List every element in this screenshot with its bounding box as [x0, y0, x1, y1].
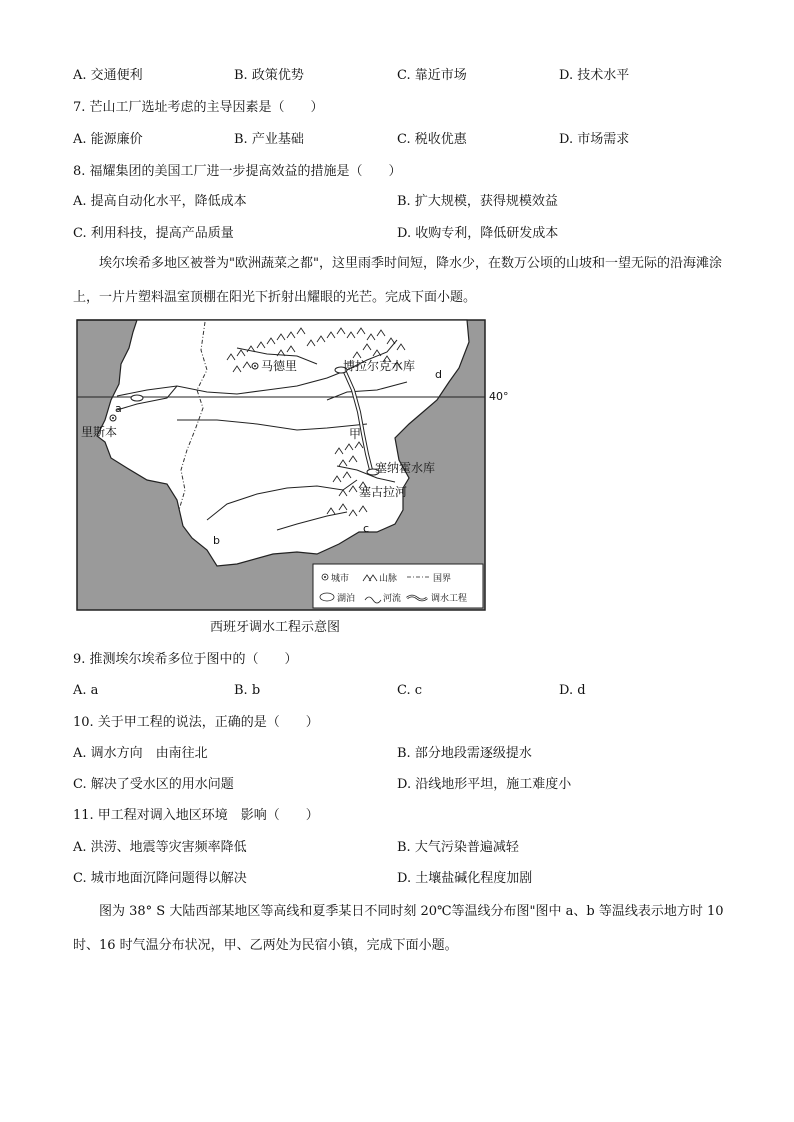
q11-option-a: A. 洪涝、地震等灾害频率降低	[73, 840, 247, 855]
q7-option-a: A. 能源廉价	[73, 132, 143, 147]
q6-option-c: C. 靠近市场	[397, 68, 467, 83]
q11-stem: 11. 甲工程对调入地区环境 影响（ ）	[73, 808, 319, 823]
label-d: d	[435, 368, 442, 381]
label-cenajo: 塞纳霍水库	[375, 461, 436, 475]
q8-option-c: C. 利用科技，提高产品质量	[73, 226, 234, 241]
q10-option-c: C. 解决了受水区的用水问题	[73, 777, 234, 792]
q7-option-b: B. 产业基础	[234, 132, 304, 147]
city-lisbon	[110, 415, 116, 421]
q9-option-c: C. c	[397, 683, 423, 698]
legend-city-label: 城市	[331, 574, 350, 584]
map-caption: 西班牙调水工程示意图	[210, 620, 341, 635]
q7-option-c: C. 税收优惠	[397, 132, 467, 147]
latitude-label: 40°	[489, 390, 509, 403]
label-segura: 塞古拉河	[359, 485, 408, 499]
q8-option-b: B. 扩大规模，获得规模效益	[397, 194, 558, 209]
q11-option-d: D. 土壤盐碱化程度加剧	[397, 871, 533, 886]
q10-option-b: B. 部分地段需逐级提水	[397, 746, 532, 761]
legend-mountain-label: 山脉	[379, 574, 398, 584]
label-madrid: 马德里	[261, 359, 298, 373]
legend-canal-label: 调水工程	[431, 594, 468, 604]
spain-water-diversion-map	[77, 320, 509, 610]
q8-option-d: D. 收购专利，降低研发成本	[397, 226, 559, 241]
q10-stem: 10. 关于甲工程的说法，正确的是（ ）	[73, 715, 319, 730]
q11-option-b: B. 大气污染普遍减轻	[397, 840, 519, 855]
q6-option-d: D. 技术水平	[559, 68, 630, 83]
city-madrid	[252, 363, 258, 369]
q10-option-d: D. 沿线地形平坦，施工难度小	[397, 777, 572, 792]
q9-option-b: B. b	[234, 683, 261, 698]
label-c: c	[363, 522, 370, 535]
q6-option-a: A. 交通便利	[73, 68, 143, 83]
q7-option-d: D. 市场需求	[559, 132, 630, 147]
intro-paragraph-1: 埃尔埃希多地区被誉为"欧洲蔬菜之都"，这里雨季时间短，降水少，在数万公顷的山坡和一望无际的沿海滩涂上，一片片塑料温室顶棚在阳光下折射出耀眼的光芒。完成下面小题。	[73, 256, 722, 305]
label-lisbon: 里斯本	[81, 425, 118, 439]
intro-paragraph-2: 图为 38° S 大陆西部某地区等高线和夏季某日不同时刻 20℃等温线分布图"图中 a、b 等温线表示地方时 10 时、16 时气温分布状况，甲、乙两处为民宿小镇，完成下面小题。	[73, 904, 724, 953]
q6-option-b: B. 政策优势	[234, 68, 304, 83]
legend-border-label: 国界	[433, 574, 452, 584]
q7-stem: 7. 芒山工厂选址考虑的主导因素是（ ）	[73, 100, 324, 115]
q8-stem: 8. 福耀集团的美国工厂进一步提高效益的措施是（ ）	[73, 164, 402, 179]
label-a: a	[115, 402, 122, 415]
map-legend	[313, 564, 483, 608]
label-bolarque: 博拉尔克水库	[343, 359, 416, 373]
q8-option-a: A. 提高自动化水平，降低成本	[73, 194, 247, 209]
q9-stem: 9. 推测埃尔埃希多位于图中的（ ）	[73, 652, 298, 667]
legend-lake-icon	[320, 593, 334, 601]
q10-option-a: A. 调水方向 由南往北	[73, 746, 208, 761]
legend-lake-label: 湖泊	[337, 594, 356, 604]
label-b: b	[213, 534, 220, 547]
q11-option-c: C. 城市地面沉降问题得以解决	[73, 871, 247, 886]
label-jia: 甲	[349, 427, 362, 441]
q9-option-a: A. a	[73, 683, 99, 698]
q9-option-d: D. d	[559, 683, 586, 698]
legend-river-label: 河流	[383, 594, 402, 604]
